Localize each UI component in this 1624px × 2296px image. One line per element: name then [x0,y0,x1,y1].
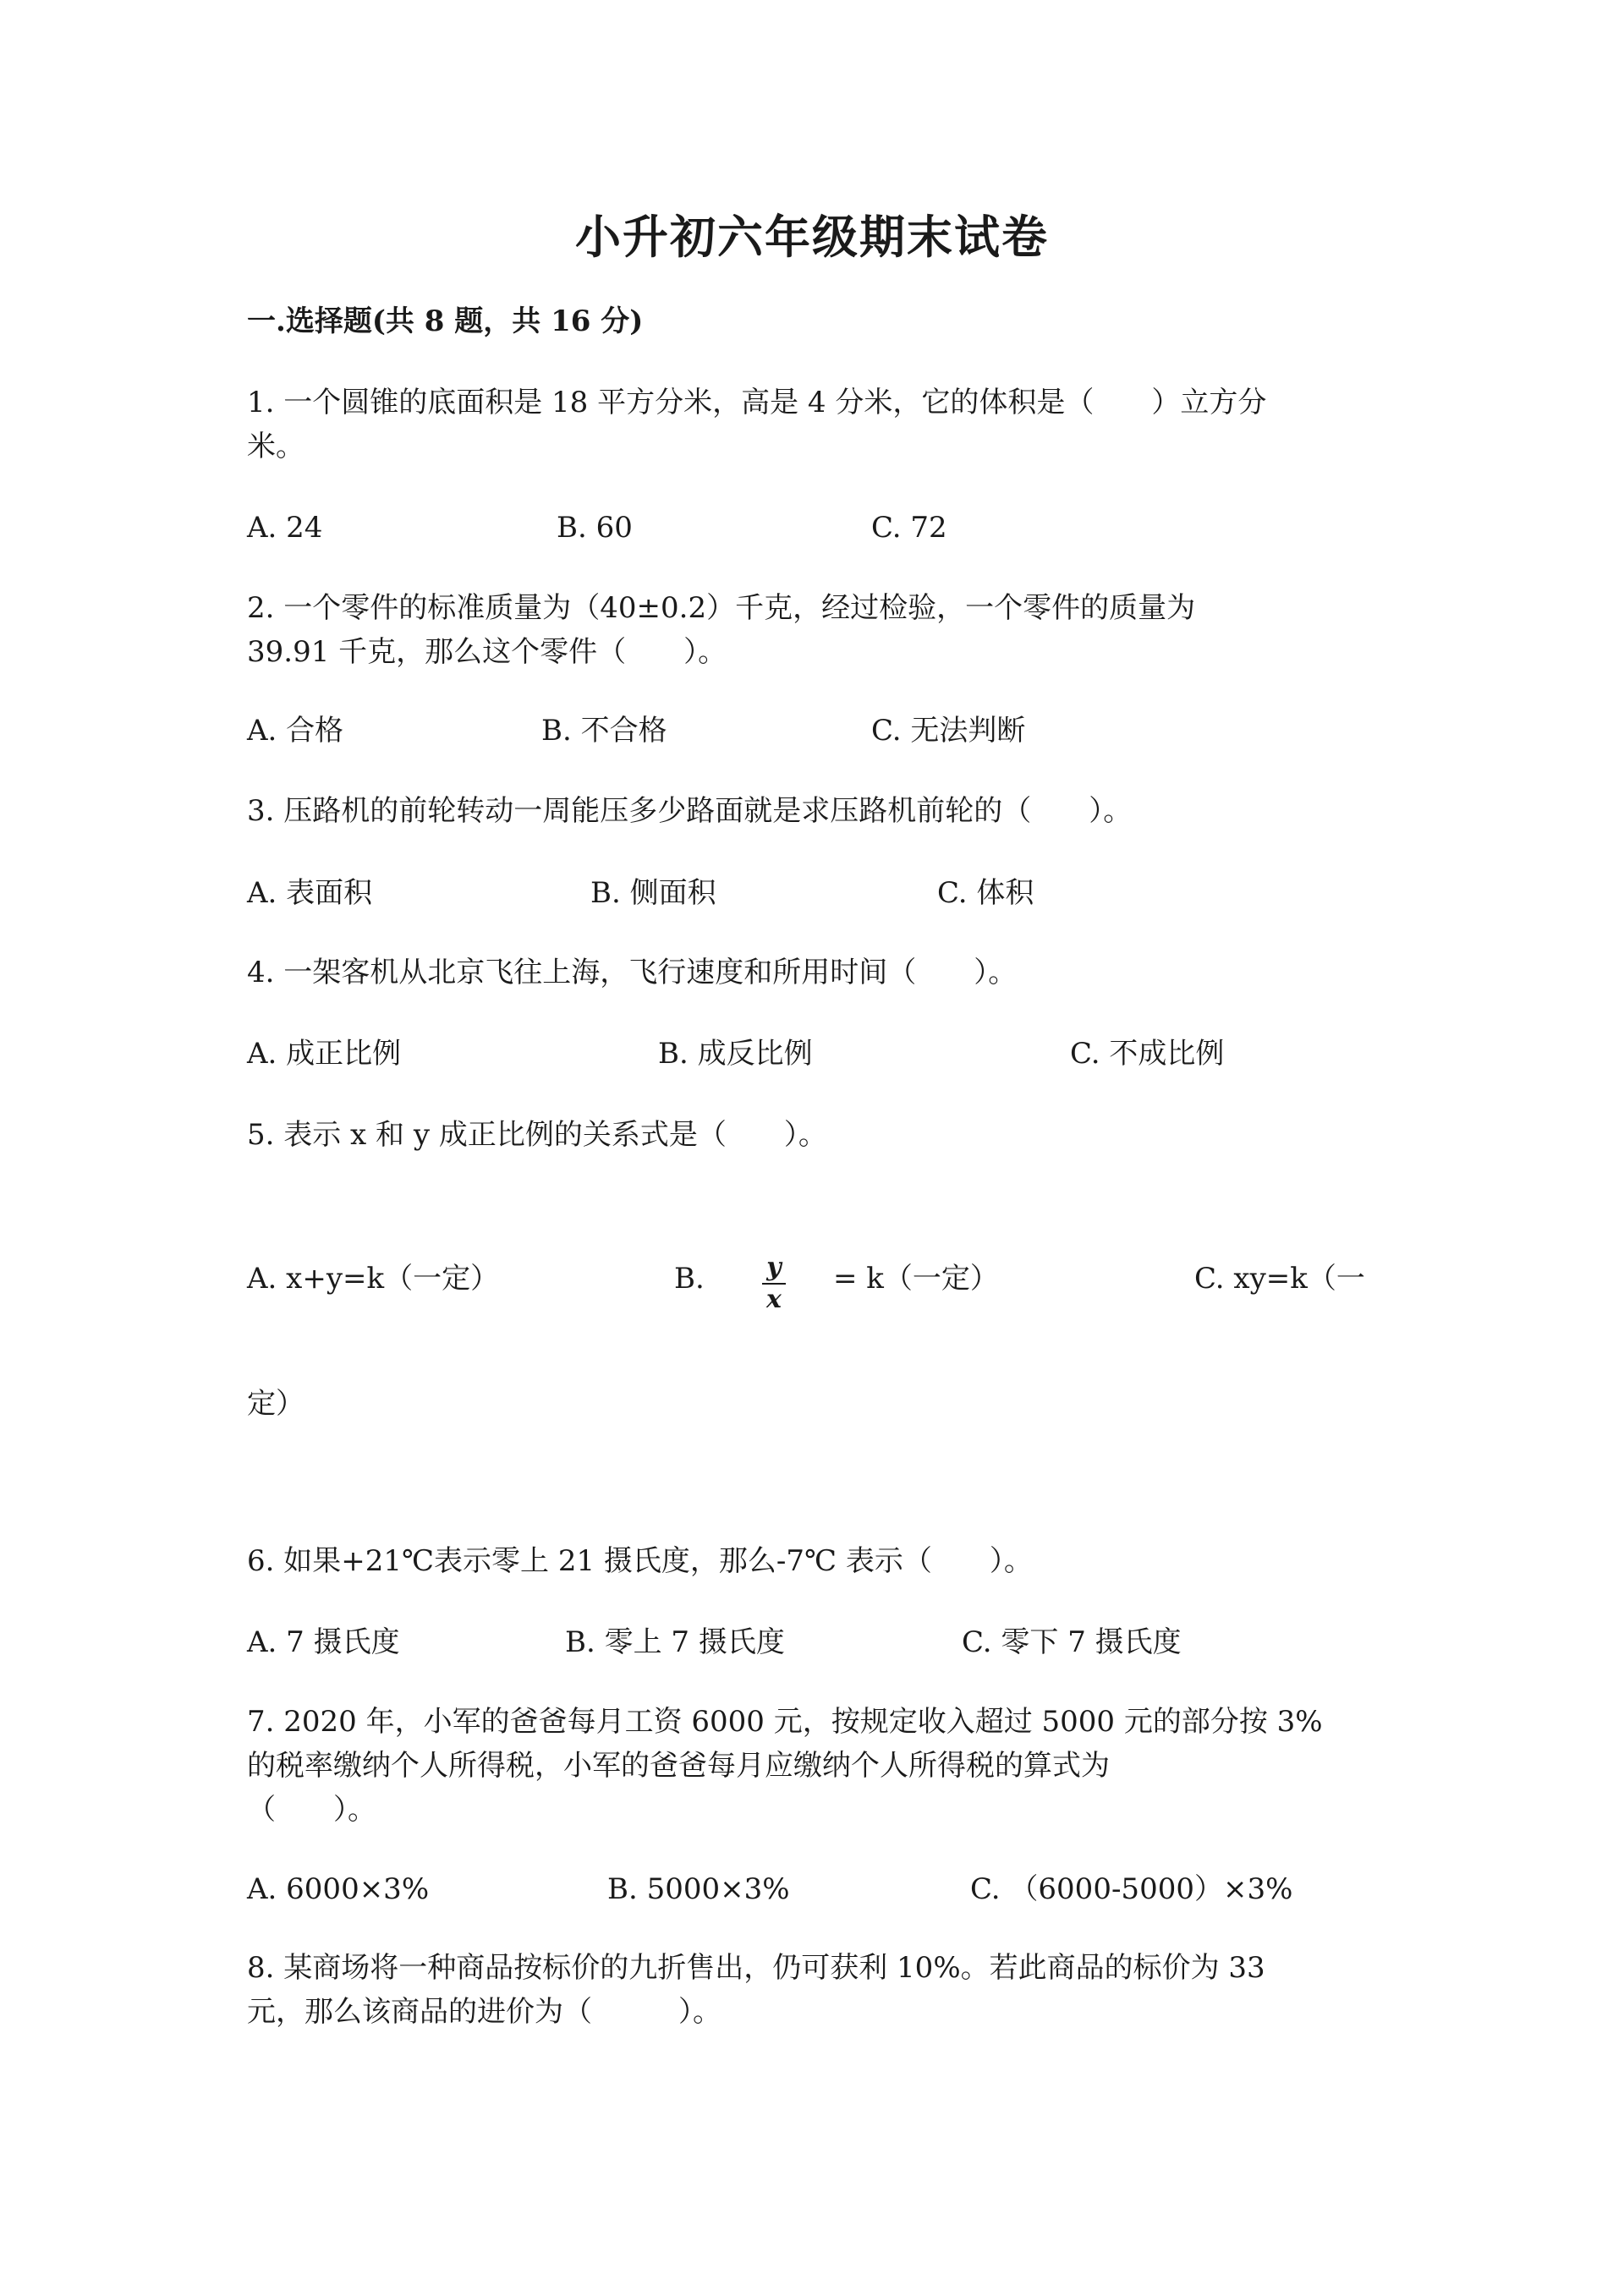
question-1-option-a: A. 24 [247,511,323,545]
question-5-option-c-continued: 定） [247,1387,304,1421]
question-3-line-1: 3. 压路机的前轮转动一周能压多少路面就是求压路机前轮的（ ）。 [247,794,1133,828]
fraction-denominator: x [766,1285,782,1314]
question-8-line-1: 8. 某商场将一种商品按标价的九折售出，仍可获利 10%。若此商品的标价为 33 [247,1951,1265,1985]
question-3-option-a: A. 表面积 [247,876,373,910]
question-7-line-1: 7. 2020 年，小军的爸爸每月工资 6000 元，按规定收入超过 5000 元的部分按 3% [247,1705,1323,1739]
question-4-option-b: B. 成反比例 [658,1037,813,1071]
question-7-option-a: A. 6000×3% [247,1872,430,1906]
question-2-line-1: 2. 一个零件的标准质量为（40±0.2）千克，经过检验，一个零件的质量为 [247,591,1196,625]
question-2-line-2: 39.91 千克，那么这个零件（ ）。 [247,635,727,669]
question-4-option-c: C. 不成比例 [1070,1037,1225,1071]
question-8-line-2: 元，那么该商品的进价为（ ）。 [247,1995,721,2029]
question-5-option-b: B. [674,1262,705,1296]
question-5-option-c: C. xy=k（一 [1194,1262,1365,1296]
question-4-option-a: A. 成正比例 [247,1037,402,1071]
question-5-option-b-equation: = k（一定） [833,1262,999,1296]
question-7-line-2: 的税率缴纳个人所得税，小军的爸爸每月应缴纳个人所得税的算式为 [247,1749,1110,1783]
question-7-option-c: C. （6000-5000）×3% [970,1872,1293,1906]
question-3-option-b: B. 侧面积 [590,876,716,910]
question-7-line-3: （ ）。 [247,1793,376,1827]
question-2-option-a: A. 合格 [247,714,344,748]
question-5-option-a: A. x+y=k（一定） [247,1262,500,1296]
question-2-option-c: C. 无法判断 [871,714,1026,748]
question-6-option-b: B. 零上 7 摄氏度 [565,1625,785,1659]
question-5-line-1: 5. 表示 x 和 y 成正比例的关系式是（ ）。 [247,1118,827,1152]
question-1-line-2: 米。 [247,430,304,463]
fraction-y-over-x [757,1252,791,1314]
question-1-option-b: B. 60 [557,511,633,545]
question-6-option-c: C. 零下 7 摄氏度 [962,1625,1182,1659]
question-7-option-b: B. 5000×3% [607,1872,790,1906]
question-6-option-a: A. 7 摄氏度 [247,1625,400,1659]
question-2-option-b: B. 不合格 [541,714,667,748]
question-4-line-1: 4. 一架客机从北京飞往上海，飞行速度和所用时间（ ）。 [247,956,1018,989]
question-3-option-c: C. 体积 [937,876,1034,910]
fraction-numerator: y [766,1252,782,1282]
section-heading: 一.选择题(共 8 题，共 16 分) [247,304,644,338]
question-6-line-1: 6. 如果+21℃表示零上 21 摄氏度，那么-7℃ 表示（ ）。 [247,1544,1033,1578]
question-1-option-c: C. 72 [871,511,947,545]
page-title: 小升初六年级期末试卷 [575,210,1049,264]
question-1-line-1: 1. 一个圆锥的底面积是 18 平方分米，高是 4 分米，它的体积是（ ）立方分 [247,386,1267,419]
